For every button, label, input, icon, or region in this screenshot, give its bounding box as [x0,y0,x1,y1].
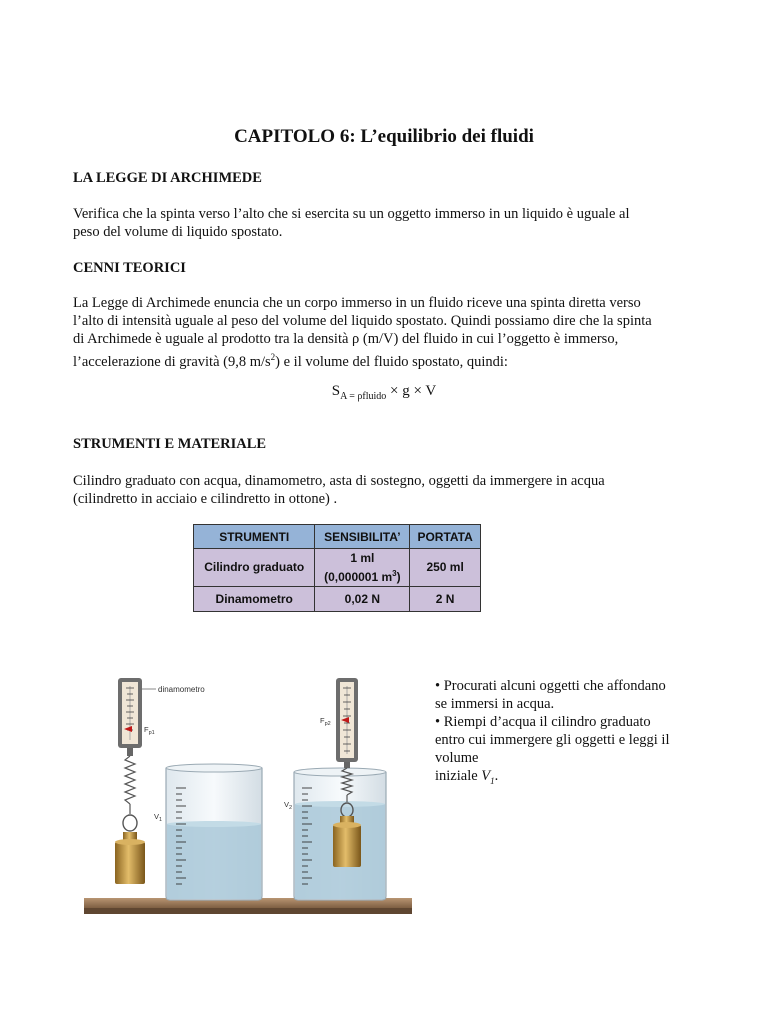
cell-strumento: Cilindro graduato [194,549,315,587]
water-left [167,824,261,899]
table-header-row [194,525,481,549]
table-row [194,587,481,612]
instructions-text [435,677,715,790]
beaker-left [166,764,262,900]
cell-strumento: Dinamometro [194,587,315,612]
table-row [194,549,481,587]
label-v2: $V_2$ [284,800,293,811]
section-heading-theory: CENNI TEORICI [73,260,186,276]
spring-left [125,756,135,804]
header-portata: PORTATA [410,525,481,549]
text-line: volume [435,750,479,766]
materials-paragraph [73,472,703,508]
text-line: Verifica che la spinta verso l’alto che si esercita su un oggetto immerso in un liquido è uguale al [73,206,630,222]
text-line: entro cui immergere gli oggetti e leggi il [435,732,670,748]
dynamometer-left [118,678,142,756]
cell-sensibilita: 1 ml (0,000001 $m^3$) [315,549,410,587]
dynamometer-right [336,678,358,768]
text-line: di Archimede è uguale al prodotto tra la densità ρ (m/V) del fluido in cui l’oggetto è immerso, [73,331,619,347]
text-line: iniziale $V_1$. [435,768,499,786]
label-fp1: $F_{p1}$ [144,725,155,736]
purpose-paragraph [73,205,703,241]
shelf-edge [84,908,412,914]
hook-left [123,815,137,831]
text-line: • Riempi d’acqua il cilindro graduato [435,714,651,730]
text-line: • Procurati alcuni oggetti che affondano [435,678,666,694]
label-v1: $V_1$ [154,812,163,823]
page-title: CAPITOLO 6: L’equilibrio dei fluidi [234,126,534,147]
text-line: l’accelerazione di gravità (9,8 $m/s^2$) e il volume del fluido spostato, quindi: [73,352,508,370]
brass-weight-left [115,832,145,884]
label-dinamometro: dinamometro [158,685,205,694]
label-fp2: $F_{p2}$ [320,716,331,727]
text-line: Cilindro graduato con acqua, dinamometro, asta di sostegno, oggetti da immergere in acqua [73,473,605,489]
section-heading-materials: STRUMENTI E MATERIALE [73,436,267,452]
section-heading-archimede: LA LEGGE DI ARCHIMEDE [73,170,262,186]
text-line: l’alto di intensità uguale al peso del volume del liquido spostato. Quindi possiamo dire che la spinta [73,313,652,329]
cell-sensibilita: 0,02 N [315,587,410,612]
brass-weight-right [333,816,361,867]
cell-portata: 250 ml [410,549,481,587]
text-line: se immersi in acqua. [435,696,555,712]
header-strumenti: STRUMENTI [194,525,315,549]
instruments-table [193,524,481,612]
theory-paragraph [73,294,703,371]
archimedes-formula: $S_{A = \rho fluido} \times g \times V$ [331,383,437,402]
header-sensibilita: SENSIBILITA’ [315,525,410,549]
cell-portata: 2 N [410,587,481,612]
text-line: peso del volume di liquido spostato. [73,224,283,240]
text-line: La Legge di Archimede enuncia che un corpo immerso in un fluido riceve una spinta diretta verso [73,295,641,311]
text-line: (cilindretto in acciaio e cilindretto in ottone) . [73,491,338,507]
archimedes-experiment-figure [80,676,416,922]
